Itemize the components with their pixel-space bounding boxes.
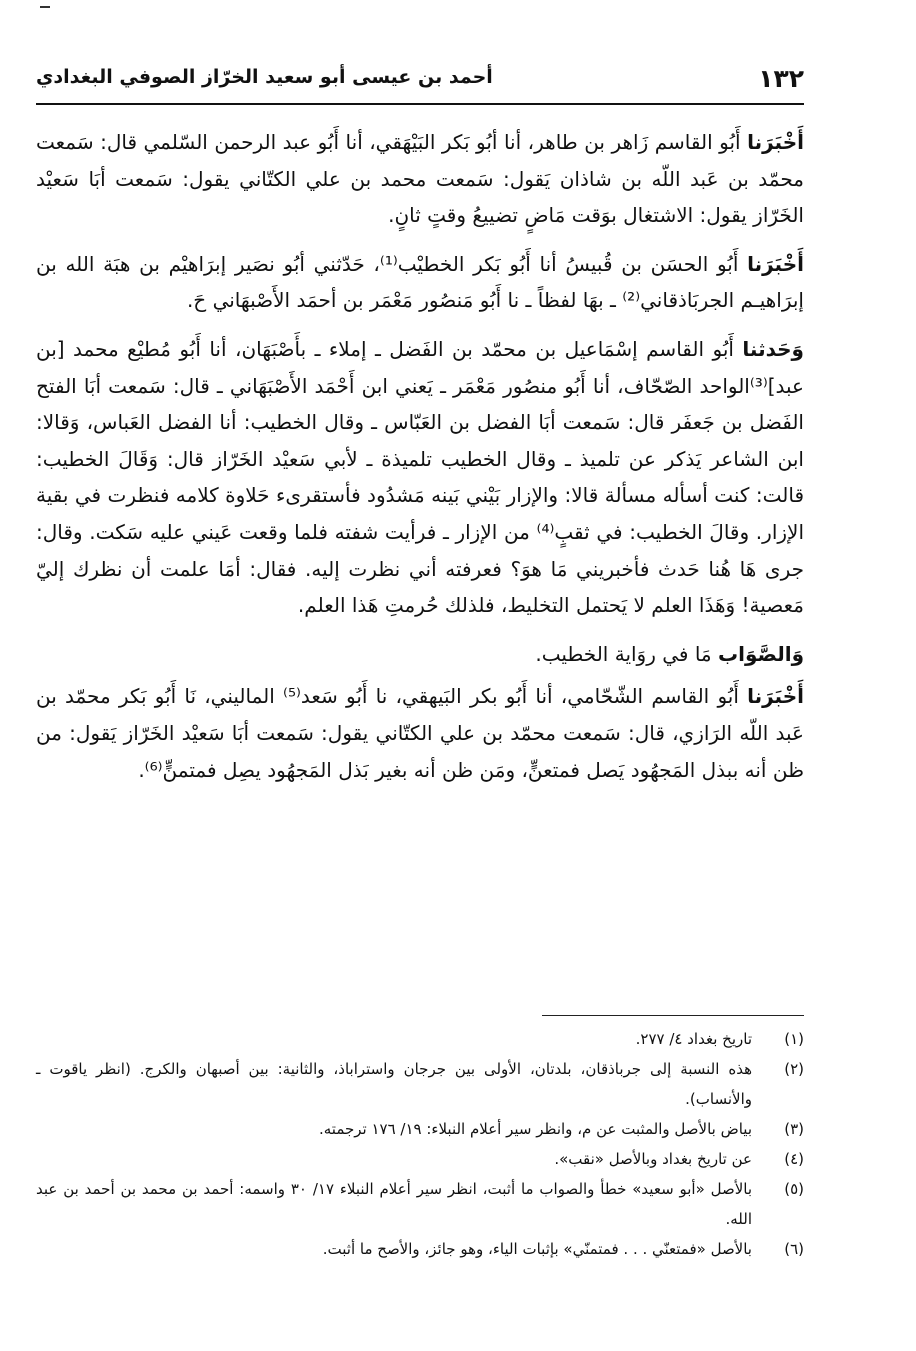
footnote-number: (٣) [784,1120,804,1138]
footnote-text: عن تاريخ بغداد وبالأصل «نقب». [554,1150,752,1168]
footnote-text: تاريخ بغداد ٤/ ٢٧٧. [635,1030,752,1048]
footnote-number: (٢) [784,1060,804,1078]
paragraph-keyword: أَخْبَرَنا [747,251,804,276]
corner-mark [40,6,50,8]
page-header [36,60,804,100]
paragraph-1 [36,124,804,234]
footnote-3 [36,1114,804,1144]
paragraph-body: مَا في روَاية الخطيب. [535,641,718,666]
paragraph-5 [36,678,804,788]
paragraph-keyword: أَخْبَرَنا [747,684,804,709]
footnote-text: بالأصل «أبو سعيد» خطأ والصواب ما أثبت، انظر سير أعلام النبلاء ١٧/ ٣٠ واسمه: أحمد بن محمد بن أحمد بن عبد الله. [36,1180,752,1228]
footnote-text: هذه النسبة إلى جرباذقان، بلدتان، الأولى بين جرجان واستراباذ، والثانية: بين أصبهان والكرج. (انظر ياقوت ـ والأنساب). [36,1060,752,1108]
footnote-4 [36,1144,804,1174]
paragraph-keyword: وَالصَّوَاب [718,641,804,666]
footnote-6 [36,1234,804,1264]
paragraph-keyword: أَخْبَرَنا [747,130,804,154]
paragraph-body: أَبُو القاسم الشّحّامي، أنا أَبُو بكر البَيهقي، نا أَبُو سَعد⁽⁵⁾ الماليني، نَا أَبُو بَكر محمّد بن عَبد اللّه الرَازي، قال: سَمعت محمّد بن علي الكتّاني يقول: سَمعت أبَا سَعيْد الخَرّاز يَقول: من ظن أنه ببذل المَجهُود يَصل فمتعنٍّ، ومَن ظن أنه بغير بَذل المَجهُود يصِل فمتمنٍّ⁽⁶⁾. [36,684,804,782]
paragraph-body: أَبُو القاسم إسْمَاعيل بن محمّد بن الفَضل ـ إملاء ـ بأَصْبَهَان، أنا أَبُو مُطيْع محمد [بن عبد]⁽³⁾الواحد الصّحّاف، أنا أَبُو منصُور مَعْمَر ـ يَعني ابن أَحْمَد الأَصْبَهَاني ـ قال: سَمعت أبَا الفتح الفَضل بن جَعفَر قال: سَمعت أبَا الفضل بن العَبّاس ـ وقال الخطيب: أنا الفضل العَباس، وَقالا: ابن الشاعر يَذكر عن تلميذ ـ وقال الخطيب تلميذة ـ لأبي سَعيْد الخَرّاز قال: وَقَالَ الخطيب: قالت: كنت أسأله مسألة قالا: والإزار بَيْني بَينه مَشدُود فأستقرىء حَلاوة كلامه فنظرت في بقية الإزار. وقالَ الخطيب: في ثقبٍ⁽⁴⁾ من الإزار ـ فرأيت شفته فلما وقعت عَيني عليه سَكت. وقال: جرى هَا هُنا حَدث فأخبريني مَا هوَ؟ فعرفته أني نظرت إليه. فقال: أمَا علمت أن نظرك إليّ مَعصية! وَهَذَا العلم لا يَحتمل التخليط، فلذلك حُرمتِ هَذا العلم. [36,336,805,618]
footnote-text: بالأصل «فمتعنّي . . . فمتمنّي» بإثبات الياء، وهو جائز، والأصح ما أثبت. [322,1240,752,1258]
paragraph-body: أَبُو القاسم زَاهر بن طاهر، أنا أبُو بَكر البَيْهَقي، أنا أَبُو عبد الرحمن السّلمي قال: سَمعت محمّد بن عَبد اللّه بن شاذان يَقول: سَمعت محمد بن علي الكتّاني يقول: سَمعت أبَا سَعيْد الخَرّاز يقول: الاشتغال بوَقت مَاضٍ تضييعُ وقتٍ ثانٍ. [36,130,804,228]
footnote-number: (٦) [784,1240,804,1258]
footnote-rule [542,1015,804,1016]
footnote-number: (٤) [784,1150,804,1168]
running-title: أحمد بن عيسى أبو سعيد الخرّاز الصوفي البغدادي [36,66,493,88]
page-number: ١٣٢ [758,64,804,93]
paragraph-4 [36,636,804,673]
paragraph-body: أَبُو الحسَن بن قُبيسُ أنا أَبُو بَكر الخطيْب⁽¹⁾، حَدّثني أبُو نصَير إبرَاهيْم بن هبَة الله بن إبرَاهيـم الجربَاذقاني⁽²⁾ ـ بهَا لفظاً ـ نا أَبُو مَنصُور مَعْمَر بن أحمَد الأَصْبهَاني حَ. [36,251,804,313]
paragraph-keyword: وَحَدثنا [742,336,804,361]
footnote-5 [36,1174,804,1234]
footnote-text: بياض بالأصل والمثبت عن م، وانظر سير أعلام النبلاء: ١٩/ ١٧٦ ترجمته. [318,1120,752,1138]
header-rule [36,103,804,105]
paragraph-2 [36,246,804,319]
footnote-number: (١) [784,1030,804,1048]
footnotes [36,1024,804,1264]
main-text [36,124,804,794]
paragraph-3 [36,331,804,624]
footnote-1 [36,1024,804,1054]
footnote-2 [36,1054,804,1114]
footnote-number: (٥) [784,1180,804,1198]
